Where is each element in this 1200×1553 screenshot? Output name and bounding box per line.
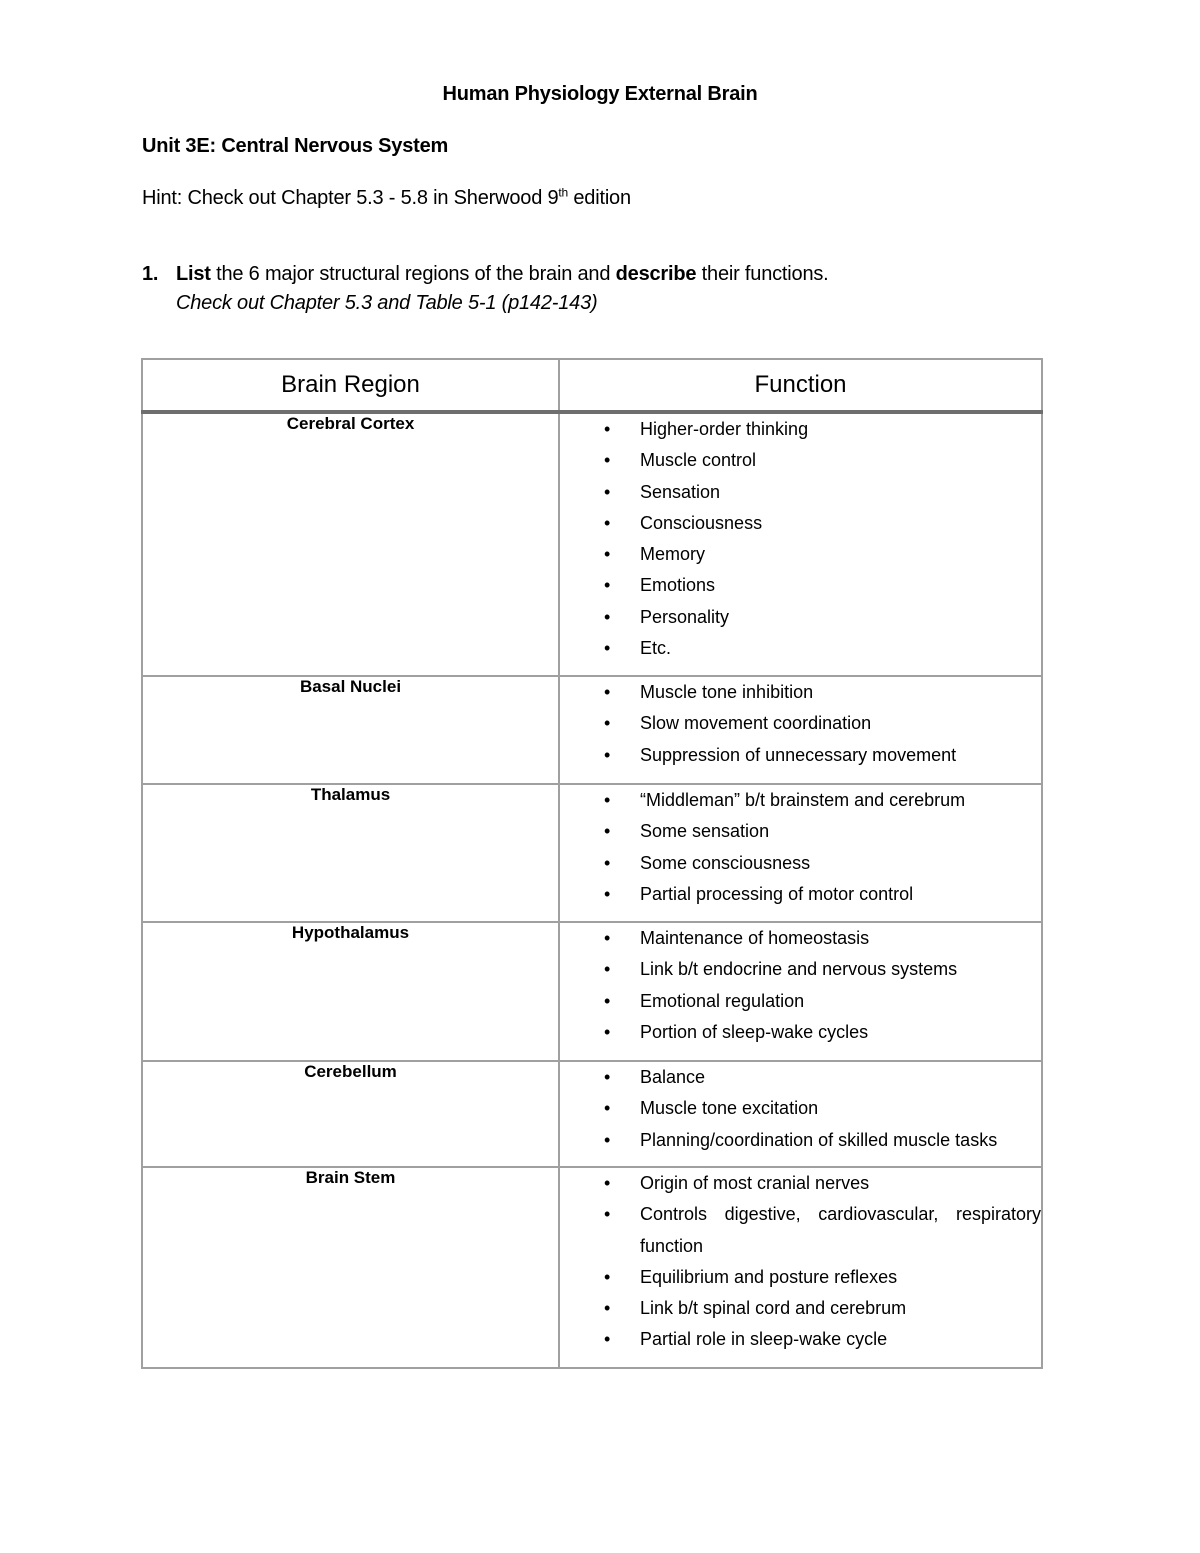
- function-text: Partial role in sleep-wake cycle: [640, 1329, 888, 1350]
- function-text: Maintenance of homeostasis: [640, 928, 870, 948]
- function-item: [560, 1262, 1041, 1293]
- bullet-icon: •: [604, 1173, 611, 1193]
- function-item: [560, 477, 1041, 508]
- bullet-icon: •: [604, 959, 611, 980]
- function-text: Etc.: [640, 638, 672, 659]
- hint-line: [142, 187, 631, 210]
- header-brain-region: Brain Region: [142, 359, 559, 412]
- bullet-icon: •: [604, 1098, 611, 1119]
- function-text: Partial processing of motor control: [640, 883, 914, 904]
- function-list: [560, 923, 1041, 1048]
- function-text: Muscle tone excitation: [640, 1098, 819, 1119]
- function-text: Consciousness: [640, 512, 763, 533]
- brain-region-table: [141, 358, 1043, 1369]
- function-cell: [559, 922, 1042, 1061]
- function-text: Suppression of unnecessary movement: [640, 744, 957, 765]
- function-text: Slow movement coordination: [640, 713, 872, 734]
- bullet-icon: •: [604, 606, 611, 627]
- function-text: “Middleman” b/t brainstem and cerebrum: [640, 790, 966, 810]
- bullet-icon: •: [604, 512, 611, 533]
- bullet-icon: •: [604, 883, 611, 904]
- function-item: [560, 445, 1041, 476]
- function-text: Muscle control: [640, 450, 757, 471]
- function-item: [560, 879, 1041, 910]
- question-verb-list: List: [176, 263, 211, 285]
- function-cell: [559, 784, 1042, 922]
- function-item: [560, 1125, 1041, 1156]
- bullet-icon: •: [604, 1266, 611, 1287]
- function-text: Muscle tone inhibition: [640, 682, 814, 702]
- table-row: [142, 922, 1042, 1061]
- bullet-icon: •: [604, 544, 611, 565]
- region-name: Cerebellum: [142, 1061, 559, 1167]
- bullet-icon: •: [604, 1329, 611, 1350]
- region-name: Brain Stem: [142, 1167, 559, 1368]
- unit-heading: Unit 3E: Central Nervous System: [142, 135, 449, 157]
- table-row: [142, 1167, 1042, 1368]
- question-number: 1.: [142, 263, 159, 285]
- region-name: Hypothalamus: [142, 922, 559, 1061]
- function-item: [560, 923, 1041, 954]
- function-item: [560, 508, 1041, 539]
- function-text: Portion of sleep-wake cycles: [640, 1021, 869, 1042]
- function-text: Origin of most cranial nerves: [640, 1173, 870, 1193]
- function-item: [560, 848, 1041, 879]
- header-function: Function: [559, 359, 1042, 412]
- bullet-icon: •: [604, 821, 611, 842]
- function-item: [560, 1093, 1041, 1124]
- question-text-1: the 6 major structural regions of the brain and: [210, 263, 616, 285]
- function-list: [560, 677, 1041, 771]
- function-list: [560, 1168, 1041, 1356]
- bullet-icon: •: [604, 1021, 611, 1042]
- bullet-icon: •: [604, 419, 611, 439]
- function-item: [560, 708, 1041, 739]
- function-item: [560, 677, 1041, 708]
- function-cell: [559, 676, 1042, 784]
- bullet-icon: •: [604, 852, 611, 873]
- function-list: [560, 414, 1041, 664]
- bullet-icon: •: [604, 638, 611, 659]
- question-note: Check out Chapter 5.3 and Table 5-1 (p142-143): [176, 292, 598, 314]
- hint-text: Hint: Check out Chapter 5.3 - 5.8 in Sherwood 9: [142, 187, 559, 209]
- function-cell: [559, 1167, 1042, 1368]
- function-item: [560, 1199, 1041, 1262]
- function-text: Personality: [640, 606, 730, 627]
- bullet-icon: •: [604, 450, 611, 471]
- hint-suffix: edition: [568, 187, 631, 209]
- table-body: [142, 412, 1042, 1368]
- function-text: Memory: [640, 544, 706, 565]
- region-name: Basal Nuclei: [142, 676, 559, 784]
- hint-superscript: th: [558, 185, 569, 200]
- function-cell: [559, 1061, 1042, 1167]
- bullet-icon: •: [604, 713, 611, 734]
- function-list: [560, 1062, 1041, 1156]
- table-row: [142, 784, 1042, 922]
- bullet-icon: •: [604, 1204, 611, 1225]
- function-item: [560, 570, 1041, 601]
- bullet-icon: •: [604, 682, 611, 702]
- function-item: [560, 1293, 1041, 1324]
- function-text: Equilibrium and posture reflexes: [640, 1266, 898, 1287]
- bullet-icon: •: [604, 1129, 611, 1150]
- bullet-icon: •: [604, 928, 611, 948]
- function-item: [560, 954, 1041, 985]
- function-text: Some sensation: [640, 821, 770, 842]
- function-text: Emotional regulation: [640, 990, 805, 1011]
- bullet-icon: •: [604, 790, 611, 810]
- function-text: Planning/coordination of skilled muscle tasks: [640, 1129, 998, 1150]
- function-text: Link b/t spinal cord and cerebrum: [640, 1298, 907, 1319]
- table-header-row: [142, 359, 1042, 412]
- function-item: [560, 539, 1041, 570]
- function-text: Some consciousness: [640, 852, 811, 873]
- function-text: Sensation: [640, 481, 721, 502]
- region-name: Cerebral Cortex: [142, 412, 559, 676]
- function-item: [560, 986, 1041, 1017]
- function-text: Higher-order thinking: [640, 419, 809, 439]
- question-1: [142, 263, 829, 286]
- function-text: Controls digestive, cardiovascular, respiratory function: [640, 1204, 1041, 1256]
- table-row: [142, 1061, 1042, 1167]
- function-item: [560, 785, 1041, 816]
- bullet-icon: •: [604, 575, 611, 596]
- function-cell: [559, 412, 1042, 676]
- bullet-icon: •: [604, 990, 611, 1011]
- question-text-2: their functions.: [696, 263, 829, 285]
- table-row: [142, 676, 1042, 784]
- function-item: [560, 816, 1041, 847]
- function-text: Emotions: [640, 575, 716, 596]
- question-verb-describe: describe: [615, 263, 697, 285]
- function-list: [560, 785, 1041, 910]
- function-item: [560, 633, 1041, 664]
- bullet-icon: •: [604, 1298, 611, 1319]
- function-item: [560, 740, 1041, 771]
- function-item: [560, 1324, 1041, 1355]
- function-text: Link b/t endocrine and nervous systems: [640, 959, 958, 980]
- table-row: [142, 412, 1042, 676]
- bullet-icon: •: [604, 744, 611, 765]
- document-title: Human Physiology External Brain: [442, 83, 758, 105]
- function-item: [560, 1062, 1041, 1093]
- region-name: Thalamus: [142, 784, 559, 922]
- bullet-icon: •: [604, 1067, 611, 1087]
- function-item: [560, 1017, 1041, 1048]
- function-text: Balance: [640, 1067, 706, 1087]
- function-item: [560, 1168, 1041, 1199]
- bullet-icon: •: [604, 481, 611, 502]
- function-item: [560, 602, 1041, 633]
- function-item: [560, 414, 1041, 445]
